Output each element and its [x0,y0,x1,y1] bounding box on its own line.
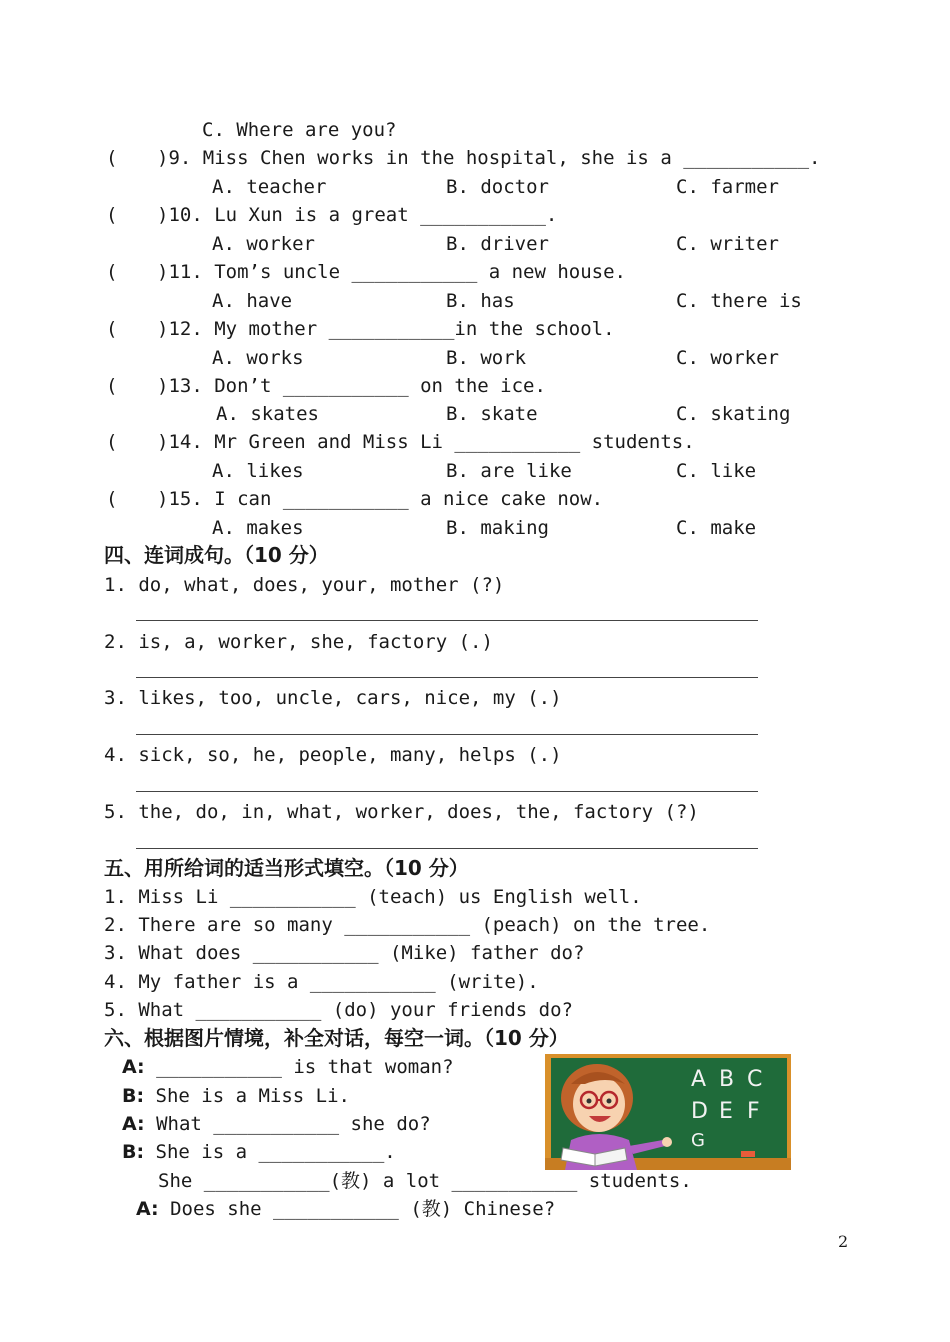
q13-option-c: C. skating [676,403,791,425]
dialogue-line-3 [122,1112,431,1136]
q14-option-a: A. likes [212,460,304,482]
q11-option-a: A. have [212,290,293,312]
board-letter: A [691,1067,707,1092]
eye-left [587,1099,592,1104]
s4-answer-line-3[interactable] [136,734,758,735]
speaker-label: B: [122,1085,145,1107]
speaker-label: A: [122,1113,145,1135]
section5-heading: 五、用所给词的适当形式填空。（10 分） [104,856,469,880]
q11-option-c: C. there is [676,290,802,312]
s4-item-2: 2. is, a, worker, she, factory (.) [104,631,493,653]
q10-option-c: C. writer [676,233,779,255]
board-letter: G [691,1130,705,1151]
s4-item-4: 4. sick, so, he, people, many, helps (.) [104,744,562,766]
s5-item-1: 1. Miss Li ___________ (teach) us English well. [104,886,642,908]
s5-item-5: 5. What ___________ (do) your friends do? [104,999,573,1021]
q11-stem: )11. Tom’s uncle ___________ a new house. [157,261,626,283]
dialogue-text: She is a Miss Li. [144,1085,350,1107]
board-letter: C [747,1067,763,1092]
q13-paren[interactable]: ( [106,375,118,397]
board-letter: B [719,1067,735,1092]
q9-option-b: B. doctor [446,176,549,198]
q13-option-b: B. skate [446,403,538,425]
dialogue-text: What ___________ she do? [144,1113,431,1135]
q14-option-b: B. are like [446,460,572,482]
q15-option-b: B. making [446,517,549,539]
q12-option-a: A. works [212,347,304,369]
dialogue-line-4 [122,1140,396,1164]
s4-answer-line-1[interactable] [136,620,758,621]
q15-option-a: A. makes [212,517,304,539]
q15-paren[interactable]: ( [106,488,118,510]
q9-option-a: A. teacher [212,176,327,198]
dialogue-line-5 [158,1169,692,1193]
s4-answer-line-2[interactable] [136,677,758,678]
q12-option-c: C. worker [676,347,779,369]
q9-stem: )9. Miss Chen works in the hospital, she is a ___________. [157,147,821,169]
s4-answer-line-5[interactable] [136,848,758,849]
board-letter: E [719,1099,733,1124]
q14-option-c: C. like [676,460,757,482]
s4-item-1: 1. do, what, does, your, mother (?) [104,574,505,596]
q10-stem: )10. Lu Xun is a great ___________. [157,204,558,226]
speaker-label: A: [136,1198,159,1220]
s5-item-2: 2. There are so many ___________ (peach) on the tree. [104,914,711,936]
q14-paren[interactable]: ( [106,431,118,453]
speaker-label: A: [122,1056,145,1078]
s4-answer-line-4[interactable] [136,791,758,792]
eraser [741,1151,755,1157]
s4-item-3: 3. likes, too, uncle, cars, nice, my (.) [104,687,562,709]
s5-item-4: 4. My father is a ___________ (write). [104,971,539,993]
q15-stem: )15. I can ___________ a nice cake now. [157,488,604,510]
board-letter: D [691,1099,708,1124]
q11-option-b: B. has [446,290,515,312]
q9-paren[interactable]: ( [106,147,118,169]
dialogue-line-6 [136,1197,555,1221]
speaker-label: B: [122,1141,145,1163]
s4-item-5: 5. the, do, in, what, worker, does, the, factory (?) [104,801,699,823]
dialogue-text: Does she ___________ (教) Chinese? [158,1198,556,1220]
dialogue-line-2 [122,1084,350,1108]
dialogue-text: ___________ is that woman? [144,1056,454,1078]
dialogue-line-1 [122,1055,454,1079]
q9-option-c: C. farmer [676,176,779,198]
teacher-picture [545,1054,791,1170]
q12-option-b: B. work [446,347,527,369]
section4-heading: 四、连词成句。（10 分） [104,543,329,567]
q10-paren[interactable]: ( [106,204,118,226]
q13-stem: )13. Don’t ___________ on the ice. [157,375,546,397]
section6-heading: 六、根据图片情境，补全对话，每空一词。（10 分） [104,1026,569,1050]
q8-option-c: C. Where are you? [202,119,397,141]
dialogue-text: She ___________(教) a lot ___________ students. [158,1170,692,1192]
s5-item-3: 3. What does ___________ (Mike) father do? [104,942,585,964]
eye-right [607,1099,612,1104]
board-letter: F [747,1099,760,1124]
teacher-illustration [545,1054,791,1170]
q10-option-b: B. driver [446,233,549,255]
q13-option-a: A. skates [216,403,319,425]
q12-paren[interactable]: ( [106,318,118,340]
q14-stem: )14. Mr Green and Miss Li ___________ students. [157,431,695,453]
q12-stem: )12. My mother ___________in the school. [157,318,615,340]
q10-option-a: A. worker [212,233,315,255]
q11-paren[interactable]: ( [106,261,118,283]
page-number: 2 [838,1232,849,1251]
hand [662,1137,672,1147]
q15-option-c: C. make [676,517,757,539]
dialogue-text: She is a ___________. [144,1141,396,1163]
